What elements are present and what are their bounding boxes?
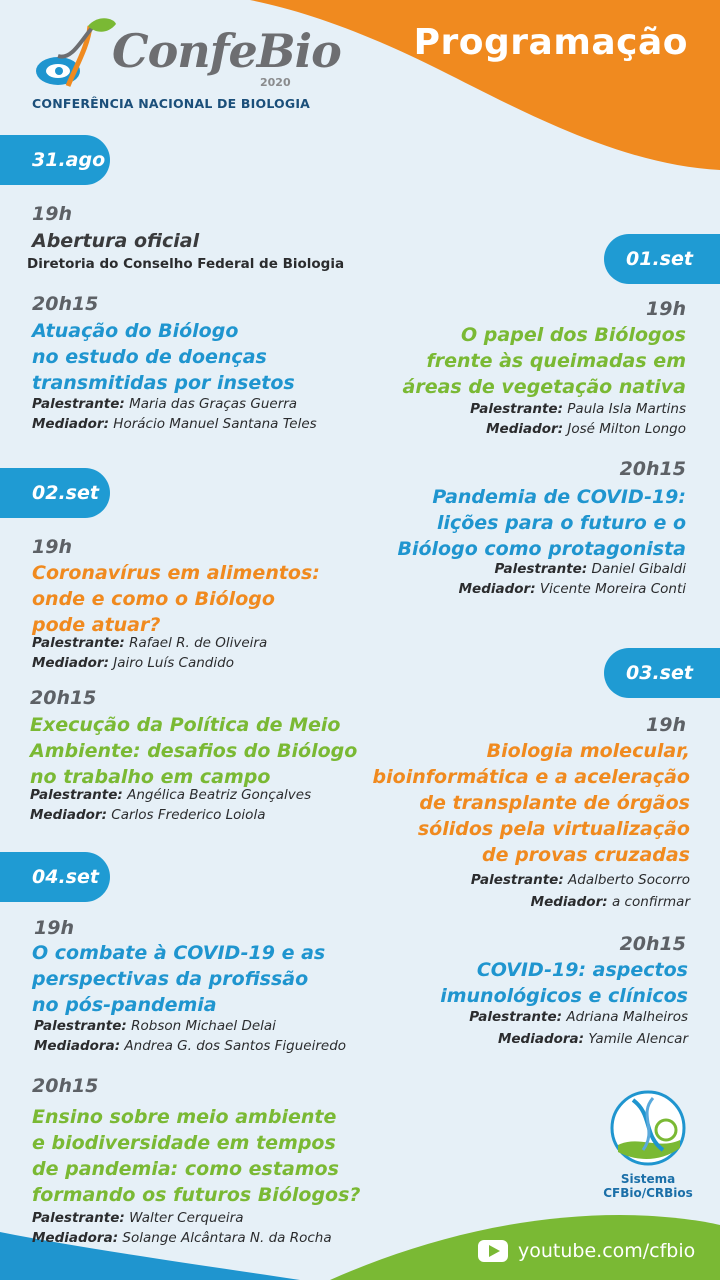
youtube-url[interactable]: youtube.com/cfbio xyxy=(518,1240,696,1262)
session-title: O papel dos Biólogos frente às queimadas em áreas de vegetação nativa xyxy=(402,324,686,398)
session-time: 19h xyxy=(32,536,72,558)
date-tab-01-set: 01.set xyxy=(604,234,720,284)
dna-logo-icon xyxy=(28,16,118,96)
session-time: 19h xyxy=(32,203,72,225)
session-time: 19h xyxy=(34,917,74,939)
session-title: Pandemia de COVID-19: lições para o futuro e o Biólogo como protagonista xyxy=(397,486,686,560)
session-people: Palestrante: Angélica Beatriz Gonçalves Mediador: Carlos Frederico Loiola xyxy=(30,787,312,823)
session-title: Abertura oficial xyxy=(32,230,200,252)
sistema-label-1: Sistema xyxy=(620,1172,676,1186)
session-people: Palestrante: Walter Cerqueira Mediadora: Solange Alcântara N. da Rocha xyxy=(32,1210,332,1246)
session-people: Palestrante: Maria das Graças Guerra Mediador: Horácio Manuel Santana Teles xyxy=(32,396,317,432)
session-title: Coronavírus em alimentos: onde e como o Biólogo pode atuar? xyxy=(32,562,320,636)
date-tab-31-ago: 31.ago xyxy=(0,135,110,185)
sistema-cfbio-logo xyxy=(603,1090,693,1200)
logo-wordmark: ConfeBio xyxy=(112,24,341,78)
date-tab-03-set: 03.set xyxy=(604,648,720,698)
session-title: Biologia molecular, bioinformática e a aceleração de transplante de órgãos sólidos pela virtualização de provas cruzadas xyxy=(372,740,690,866)
session-people: Palestrante: Adriana Malheiros Mediadora: Yamile Alencar xyxy=(469,1009,688,1047)
session-time: 19h xyxy=(646,714,686,736)
session-people: Palestrante: Adalberto Socorro Mediador: a confirmar xyxy=(470,872,690,910)
youtube-play-icon xyxy=(478,1240,508,1262)
logo-subtitle: CONFERÊNCIA NACIONAL DE BIOLOGIA xyxy=(32,96,311,111)
youtube-link[interactable] xyxy=(478,1240,695,1262)
session-time: 19h xyxy=(646,298,686,320)
session-time: 20h15 xyxy=(619,458,686,480)
session-time: 20h15 xyxy=(30,687,97,709)
session-title: Execução da Política de Meio Ambiente: desafios do Biólogo no trabalho em campo xyxy=(30,714,358,788)
session-time: 20h15 xyxy=(32,1075,99,1097)
session-people: Palestrante: Rafael R. de Oliveira Mediador: Jairo Luís Candido xyxy=(32,635,268,671)
page-title: Programação xyxy=(413,22,688,63)
date-tab-04-set: 04.set xyxy=(0,852,110,902)
sistema-logo-icon xyxy=(608,1090,688,1168)
session-time: 20h15 xyxy=(32,293,99,315)
confebio-logo xyxy=(28,6,341,116)
session-title: Ensino sobre meio ambiente e biodiversidade em tempos de pandemia: como estamos formando os futuros Biólogos? xyxy=(32,1106,361,1206)
session-title: Atuação do Biólogo no estudo de doenças transmitidas por insetos xyxy=(32,320,295,394)
session-people: Palestrante: Robson Michael Delai Mediadora: Andrea G. dos Santos Figueiredo xyxy=(34,1018,347,1054)
sistema-label-2: CFBio/CRBios xyxy=(603,1186,693,1200)
logo-year: 2020 xyxy=(260,76,291,89)
session-people: Palestrante: Paula Isla Martins Mediador: José Milton Longo xyxy=(470,401,686,437)
session-people: Palestrante: Daniel Gibaldi Mediador: Vicente Moreira Conti xyxy=(458,561,686,597)
session-subtitle: Diretoria do Conselho Federal de Biologia xyxy=(27,256,345,272)
session-time: 20h15 xyxy=(619,933,686,955)
session-title: COVID-19: aspectos imunológicos e clínicos xyxy=(440,959,688,1007)
date-tab-02-set: 02.set xyxy=(0,468,110,518)
session-title: O combate à COVID-19 e as perspectivas da profissão no pós-pandemia xyxy=(32,942,326,1016)
